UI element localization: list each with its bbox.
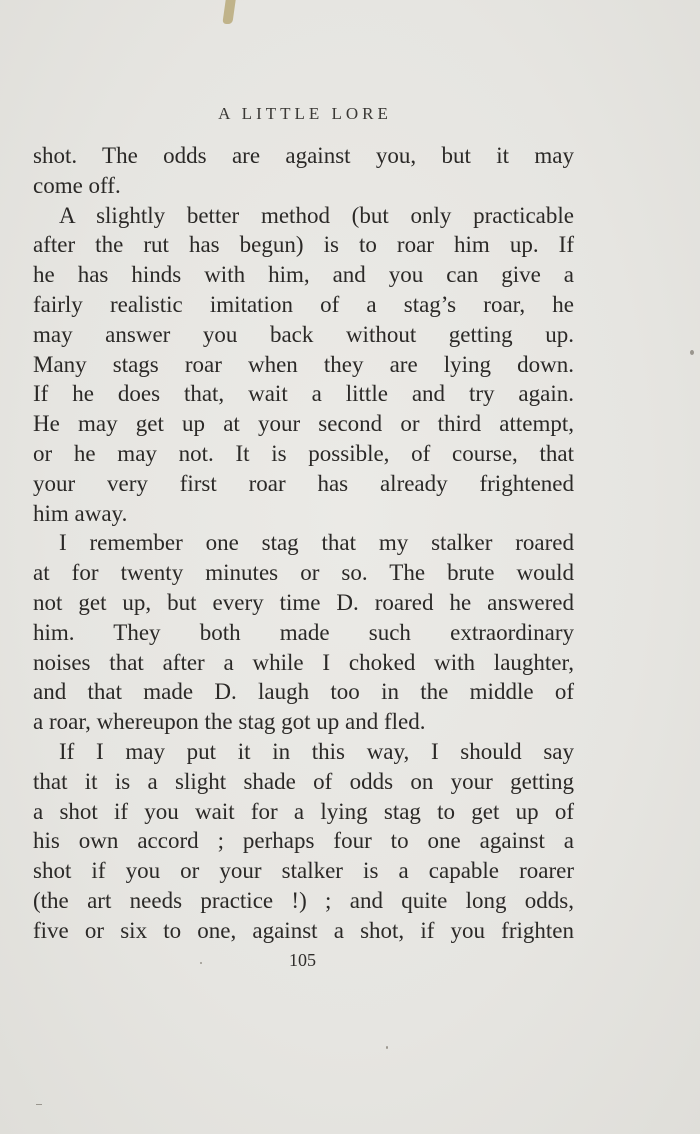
body-text <box>33 141 574 946</box>
text-line: fairly realistic imitation of a stag’s roar, he <box>33 291 574 317</box>
running-head: A LITTLE LORE <box>218 104 392 123</box>
paper-speck <box>690 350 694 355</box>
text-line: he has hinds with him, and you can give a <box>33 262 574 288</box>
text-line: that it is a slight shade of odds on your getting <box>33 768 574 794</box>
text-line: his own accord ; perhaps four to one against a <box>33 828 574 854</box>
text-line: him away. <box>33 500 128 526</box>
bookmark-ribbon <box>222 0 235 24</box>
text-line: (the art needs practice !) ; and quite long odds, <box>33 887 574 913</box>
text-line: If he does that, wait a little and try again. <box>33 381 574 407</box>
paper-speck <box>200 962 202 964</box>
text-line: shot if you or your stalker is a capable roarer <box>33 858 574 884</box>
text-line: at for twenty minutes or so. The brute would <box>33 560 574 586</box>
text-line: or he may not. It is possible, of course, that <box>33 440 574 466</box>
text-line: shot. The odds are against you, but it may <box>33 143 574 168</box>
text-line: I remember one stag that my stalker roared <box>59 530 574 556</box>
text-line: Many stags roar when they are lying down. <box>33 351 574 377</box>
text-line: come off. <box>33 172 121 198</box>
text-line: and that made D. laugh too in the middle of <box>33 679 574 705</box>
paper-speck <box>36 1104 42 1105</box>
text-line: A slightly better method (but only practicable <box>59 202 574 228</box>
page-number: 105 <box>289 950 316 970</box>
paper-speck <box>386 1046 388 1049</box>
text-line: If I may put it in this way, I should say <box>59 738 574 764</box>
text-line: may answer you back without getting up. <box>33 321 574 347</box>
text-line: him. They both made such extraordinary <box>33 619 574 645</box>
text-line: after the rut has begun) is to roar him up. If <box>33 232 574 258</box>
text-line: a shot if you wait for a lying stag to get up of <box>33 798 574 824</box>
text-line: a roar, whereupon the stag got up and fled. <box>33 709 426 735</box>
text-line: five or six to one, against a shot, if you frighten <box>33 917 574 943</box>
text-line: He may get up at your second or third attempt, <box>33 411 574 437</box>
text-line: not get up, but every time D. roared he answered <box>33 589 574 615</box>
text-line: your very first roar has already frightened <box>33 470 574 496</box>
text-line: noises that after a while I choked with laughter, <box>33 649 574 675</box>
